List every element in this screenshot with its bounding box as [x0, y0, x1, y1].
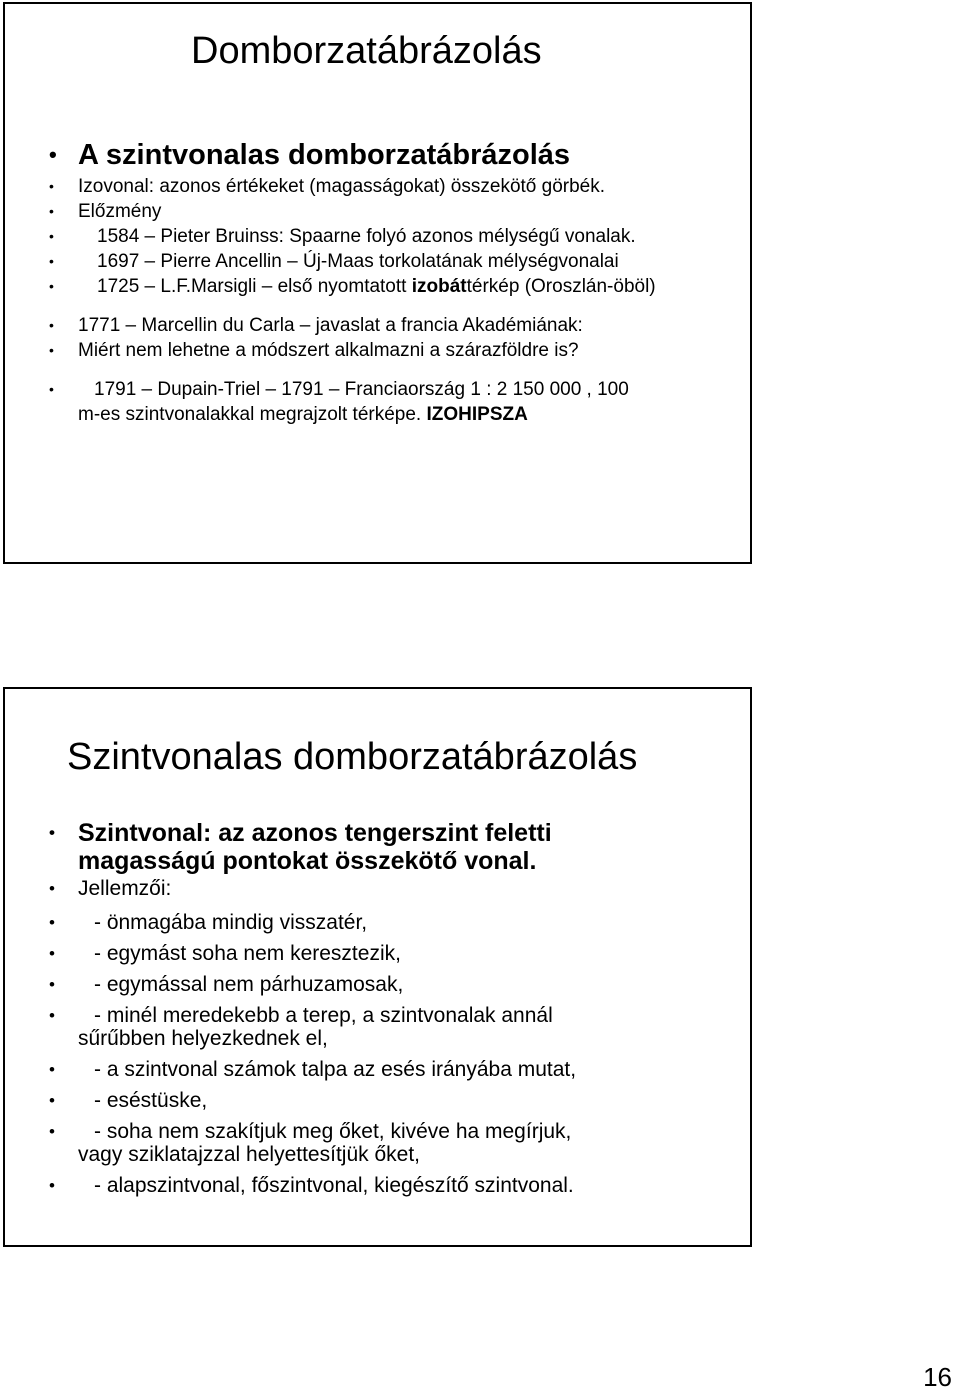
list-item: • - minél meredekebb a terep, a szintvonalak annál sűrűbben helyezkednek el, [49, 1004, 553, 1050]
slide-2-title: Szintvonalas domborzatábrázolás [67, 736, 638, 778]
list-item: • - alapszintvonal, főszintvonal, kiegészítő szintvonal. [49, 1174, 574, 1197]
slide-2 [3, 687, 752, 1247]
slide-2-bullet-list [5, 819, 750, 1197]
bullet-dot-icon: • [49, 879, 55, 898]
bullet-dot-icon: • [49, 342, 54, 358]
bullet-dot-icon: • [49, 1122, 55, 1141]
slide-2-heading: • Szintvonal: az azonos tengerszint feletti magasságú pontokat összekötő vonal. [49, 819, 552, 875]
bullet-dot-icon: • [49, 913, 55, 932]
bullet-dot-icon: • [49, 142, 57, 167]
list-item: • - önmagába mindig visszatér, [49, 911, 368, 934]
list-item: • - egymással nem párhuzamosak, [49, 973, 404, 996]
bullet-dot-icon: • [49, 317, 54, 333]
list-item: • - egymást soha nem keresztezik, [49, 942, 401, 965]
list-item: • - eséstüske, [49, 1089, 208, 1112]
slide-1-bullet-list [5, 136, 750, 427]
list-item: • - soha nem szakítjuk meg őket, kivéve ha megírjuk, vagy sziklatajzzal helyettesítjük őket, [49, 1120, 572, 1166]
list-item: • Előzmény [49, 201, 162, 222]
bullet-dot-icon: • [49, 1176, 55, 1195]
bullet-dot-icon: • [49, 203, 54, 219]
bullet-dot-icon: • [49, 944, 55, 963]
page-number: 16 [923, 1362, 952, 1392]
list-item: • Miért nem lehetne a módszert alkalmazni a szárazföldre is? [49, 340, 579, 361]
list-item: • 1697 – Pierre Ancellin – Új-Maas torkolatának mélységvonalai [49, 251, 619, 272]
list-item: • 1771 – Marcellin du Carla – javaslat a francia Akadémiának: [49, 315, 583, 336]
bullet-dot-icon: • [49, 1091, 55, 1110]
list-item: • 1725 – L.F.Marsigli – első nyomtatott izobáttérkép (Oroszlán-öböl) [49, 276, 656, 297]
bullet-dot-icon: • [49, 381, 54, 397]
bullet-dot-icon: • [49, 228, 54, 244]
bullet-dot-icon: • [49, 975, 55, 994]
bullet-dot-icon: • [49, 253, 54, 269]
bullet-dot-icon: • [49, 1006, 55, 1025]
list-item: • 1791 – Dupain-Triel – 1791 – Franciaország 1 : 2 150 000 , 100 m-es szintvonalakkal megrajzolt térképe. IZOHIPSZA [49, 379, 629, 425]
bullet-dot-icon: • [49, 278, 54, 294]
bullet-dot-icon: • [49, 823, 55, 842]
slide-1-heading: • A szintvonalas domborzatábrázolás [5, 136, 750, 174]
list-item: • - a szintvonal számok talpa az esés irányába mutat, [49, 1058, 577, 1081]
slide-1-title: Domborzatábrázolás [191, 30, 542, 72]
bullet-dot-icon: • [49, 1060, 55, 1079]
list-item: • Jellemzői: [5, 875, 750, 903]
list-item: • Izovonal: azonos értékeket (magasságokat) összekötő görbék. [49, 176, 606, 197]
slide-1 [3, 2, 752, 564]
bullet-dot-icon: • [49, 178, 54, 194]
list-item: • 1584 – Pieter Bruinss: Spaarne folyó azonos mélységű vonalak. [49, 226, 636, 247]
